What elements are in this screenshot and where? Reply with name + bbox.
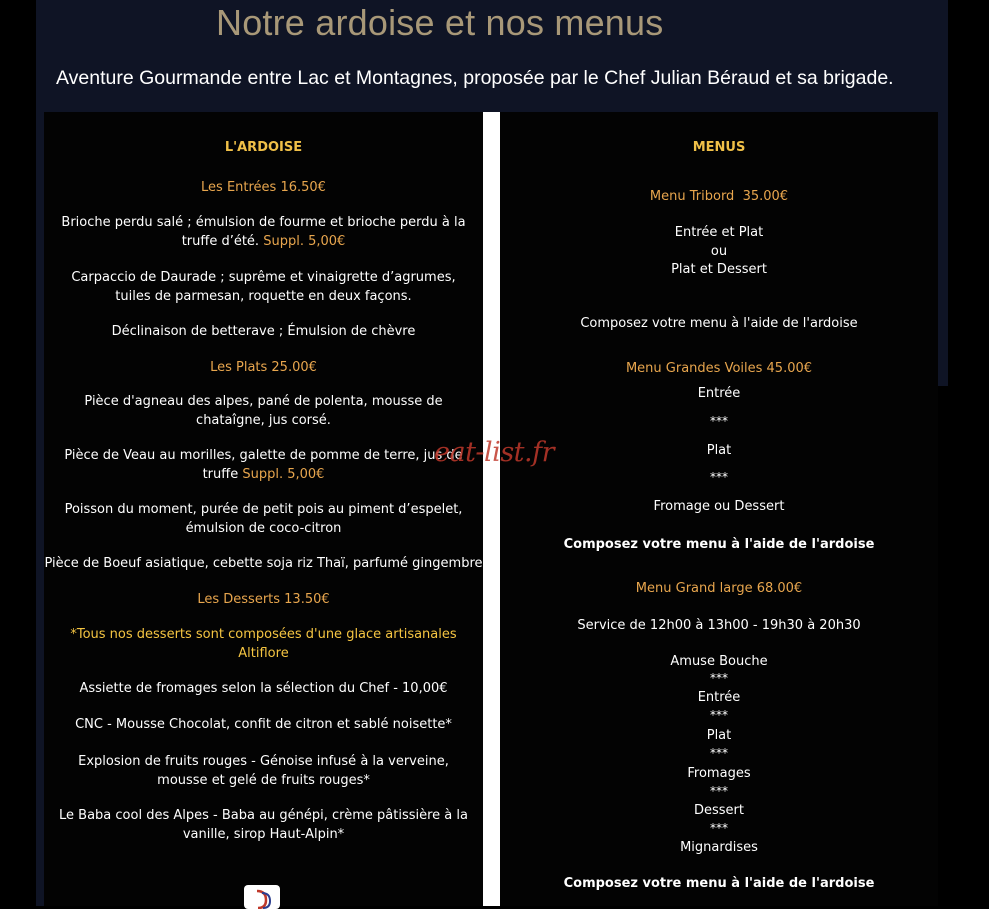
page-title: Notre ardoise et nos menus: [216, 2, 664, 43]
menu-course: Entrée: [697, 690, 741, 705]
course-separator: ***: [710, 821, 728, 835]
menu-item: CNC - Mousse Chocolat, confit de citron et sablé noisette*: [75, 717, 452, 732]
menu-course: Fromage ou Dessert: [653, 499, 785, 514]
page-header: [36, 0, 948, 112]
menu-item: Pièce d'agneau des alpes, pané de polenta, mousse de chataîgne, jus corsé.: [84, 394, 443, 428]
menu-course: Amuse Bouche: [670, 654, 768, 669]
course-separator: ***: [710, 414, 728, 428]
menu-item: Explosion de fruits rouges - Génoise infusé à la verveine, mousse et gelé de fruits rouges*: [78, 754, 449, 788]
course-separator: ***: [710, 708, 728, 722]
watermark: eat-list.fr: [434, 437, 555, 468]
menu-course: Fromages: [687, 766, 751, 781]
compose-note: Composez votre menu à l'aide de l'ardoise: [580, 316, 858, 331]
menu-item: Assiette de fromages selon la sélection du Chef - 10,00€: [79, 681, 448, 696]
menu-item: [54, 214, 473, 251]
menu-course: Entrée: [697, 386, 741, 401]
compose-note: Composez votre menu à l'aide de l'ardoise: [563, 876, 875, 891]
logo-mark-icon: [251, 889, 273, 909]
menu-grand-large-title: Menu Grand large 68.00€: [635, 581, 803, 596]
menu-tribord-title: Menu Tribord 35.00€: [649, 189, 789, 204]
menu-item-text: Pièce de Veau au morilles, galette de pomme de terre, jus de truffe: [64, 448, 463, 482]
menu-item: Poisson du moment, purée de petit pois au piment d’espelet, émulsion de coco-citron: [64, 502, 463, 536]
desserts-title: Les Desserts 13.50€: [197, 592, 330, 607]
course-separator: ***: [710, 784, 728, 798]
service-hours: Service de 12h00 à 13h00 - 19h30 à 20h30: [577, 618, 861, 633]
supplement-price: Suppl. 5,00€: [263, 233, 346, 249]
menu-item: Pièce de Boeuf asiatique, cebette soja riz Thaï, parfumé gingembre: [44, 556, 483, 571]
menu-item: Carpaccio de Daurade ; suprême et vinaigrette d’agrumes, tuiles de parmesan, roquette en deux façons.: [71, 270, 456, 304]
menu-course: Plat: [706, 728, 732, 743]
plats-title: Les Plats 25.00€: [210, 360, 317, 375]
supplement-price: Suppl. 5,00€: [242, 466, 325, 482]
background-strip: [36, 112, 44, 906]
menu-grandes-voiles-title: Menu Grandes Voiles 45.00€: [625, 361, 813, 376]
course-separator: ***: [710, 746, 728, 760]
ardoise-heading: L'ARDOISE: [224, 140, 303, 155]
menu-item: [54, 447, 473, 484]
menu-course: Dessert: [694, 803, 744, 818]
desserts-note: *Tous nos desserts sont composées d'une glace artisanales Altiflore: [70, 627, 457, 661]
tripadvisor-like-logo-icon[interactable]: [244, 885, 280, 909]
menu-course: Entrée et Plat: [674, 225, 764, 240]
menu-course: Plat: [706, 443, 732, 458]
menus-heading: MENUS: [692, 140, 746, 155]
menu-course: Mignardises: [680, 840, 758, 855]
column-divider: [483, 112, 500, 906]
ardoise-panel: [44, 112, 483, 906]
compose-note: Composez votre menu à l'aide de l'ardoise: [563, 537, 875, 552]
page-subtitle: Aventure Gourmande entre Lac et Montagnes, proposée par le Chef Julian Béraud et sa brigade.: [56, 67, 894, 89]
course-separator: ***: [710, 671, 728, 685]
menu-course: Plat et Dessert: [671, 262, 767, 277]
background-strip: [938, 112, 948, 386]
menu-item: Déclinaison de betterave ; Émulsion de chèvre: [111, 324, 416, 339]
menus-panel: [500, 112, 938, 906]
menu-item-text: Brioche perdu salé ; émulsion de fourme et brioche perdu à la truffe d’été.: [61, 215, 466, 249]
menu-course: ou: [710, 244, 728, 259]
course-separator: ***: [710, 470, 728, 484]
menu-item: Le Baba cool des Alpes - Baba au génépi, crème pâtissière à la vanille, sirop Haut-Alpin*: [59, 808, 468, 842]
entrees-title: Les Entrées 16.50€: [201, 180, 326, 195]
